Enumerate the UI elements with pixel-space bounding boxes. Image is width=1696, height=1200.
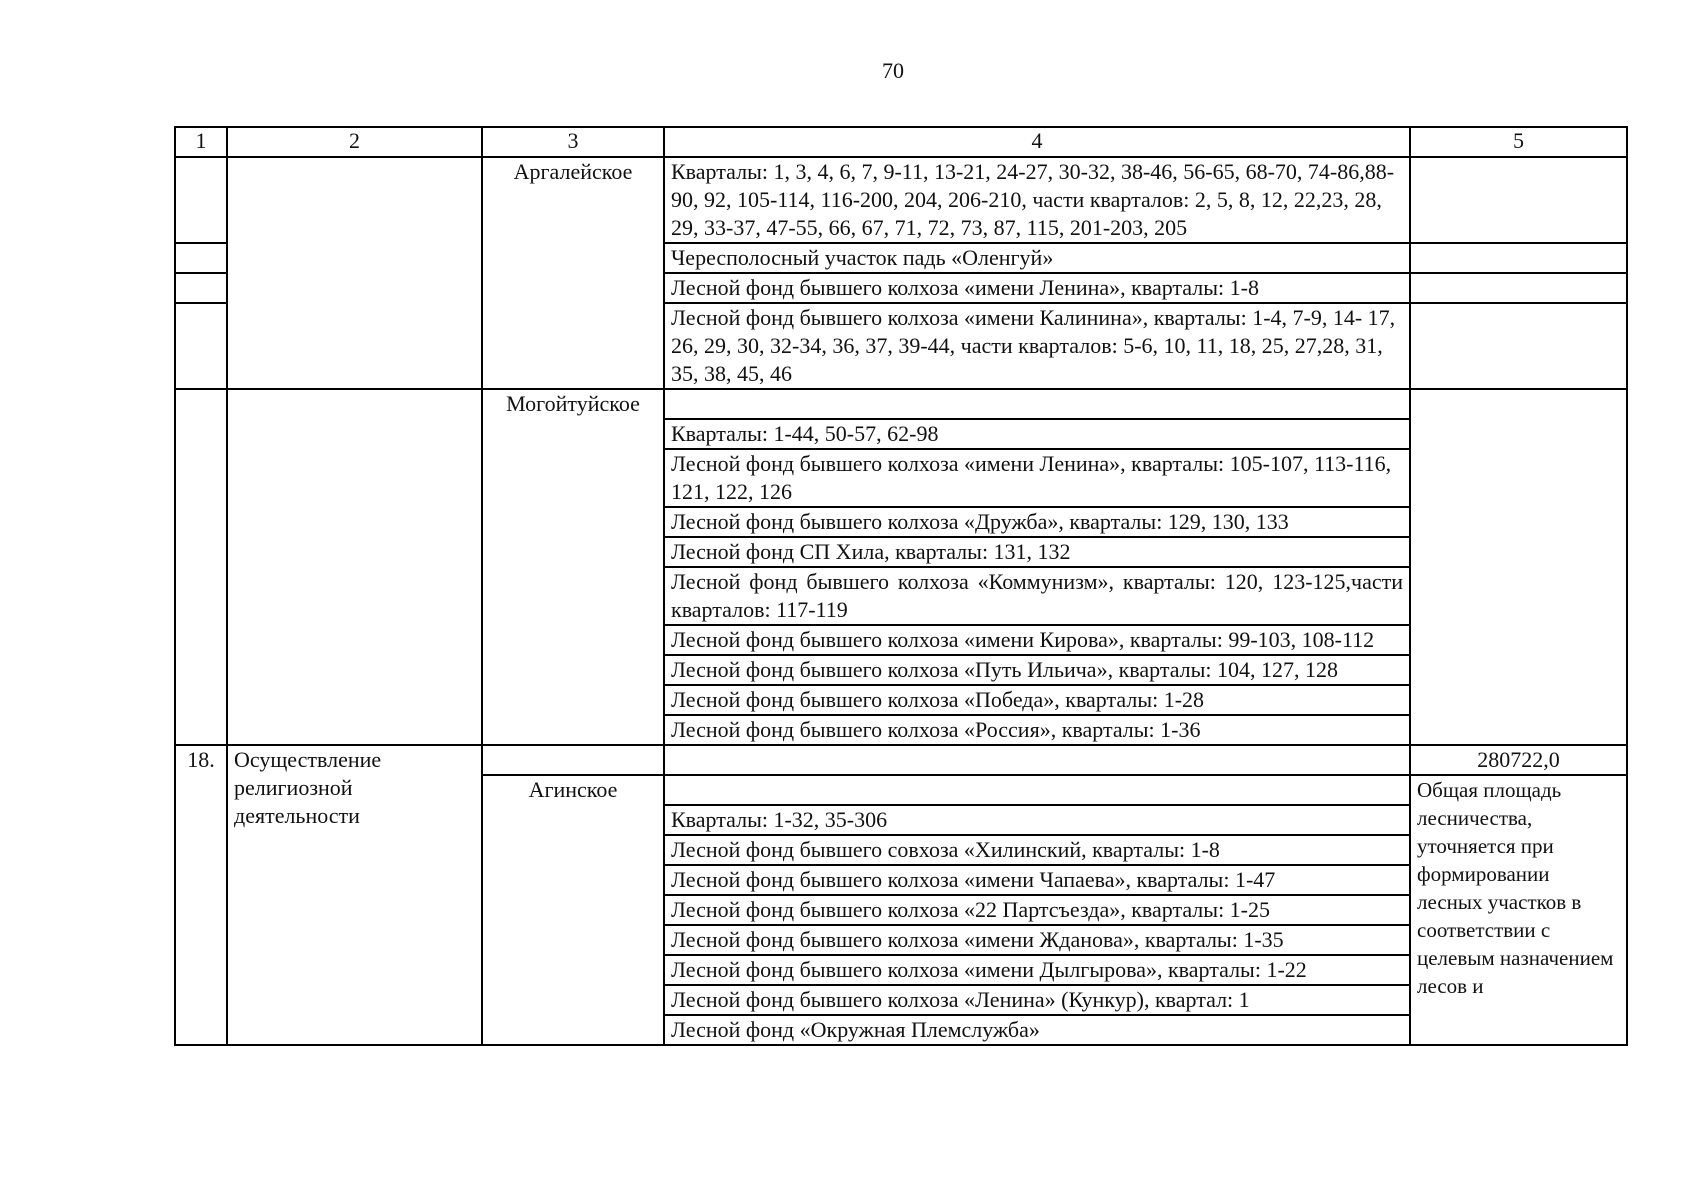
header-col-4: 4: [664, 127, 1410, 157]
quarters-cell: [664, 775, 1410, 805]
col5-cell: [1410, 157, 1627, 243]
col1-cell: [175, 157, 227, 243]
forestry-table: [174, 126, 1628, 1046]
quarters-cell: [664, 389, 1410, 419]
quarters-cell: Лесной фонд бывшего колхоза «Путь Ильича», кварталы: 104, 127, 128: [664, 655, 1410, 685]
table-row: [175, 157, 1627, 243]
quarters-cell: Лесной фонд СП Хила, кварталы: 131, 132: [664, 537, 1410, 567]
quarters-cell: Лесной фонд бывшего колхоза «имени Дылгырова», кварталы: 1-22: [664, 955, 1410, 985]
page-number: 70: [882, 58, 904, 83]
col5-cell: [1410, 389, 1627, 745]
quarters-cell: Кварталы: 1-32, 35-306: [664, 805, 1410, 835]
quarters-cell: Лесной фонд бывшего колхоза «Россия», кварталы: 1-36: [664, 715, 1410, 745]
quarters-cell: [664, 745, 1410, 775]
forestry-name: Могойтуйское: [482, 389, 664, 745]
col1-cell: [175, 389, 227, 745]
col1-cell: [175, 303, 227, 389]
header-row: [175, 127, 1627, 157]
quarters-cell: Лесной фонд бывшего колхоза «Ленина» (Кункур), квартал: 1: [664, 985, 1410, 1015]
quarters-cell: Лесной фонд бывшего колхоза «имени Жданова», кварталы: 1-35: [664, 925, 1410, 955]
quarters-cell: Кварталы: 1, 3, 4, 6, 7, 9-11, 13-21, 24-27, 30-32, 38-46, 56-65, 68-70, 74-86,88-90, 92, 105-114, 116-200, 204, 206-210, части кварталов: 2, 5, 8, 12, 22,23, 28, 29, 33-37, 47-55, 66, 67, 71, 72, 73, 87, 115, 201-203, 205: [664, 157, 1410, 243]
quarters-cell: Чересполосный участок падь «Оленгуй»: [664, 243, 1410, 273]
header-col-5: 5: [1410, 127, 1627, 157]
row-number: 18.: [175, 745, 227, 1045]
header-col-2: 2: [227, 127, 482, 157]
col5-cell: [1410, 243, 1627, 273]
area-note: Общая площадь лесничества, уточняется при формировании лесных участков в соответствии с целевым назначением лесов и: [1410, 775, 1627, 1045]
col5-cell: [1410, 273, 1627, 303]
table-row: [175, 389, 1627, 419]
quarters-cell: Лесной фонд бывшего колхоза «Победа», кварталы: 1-28: [664, 685, 1410, 715]
col1-cell: [175, 243, 227, 273]
col3-cell: [482, 745, 664, 775]
forestry-name: Агинское: [482, 775, 664, 1045]
col5-cell: [1410, 303, 1627, 389]
header-col-3: 3: [482, 127, 664, 157]
activity-name: Осуществление религиозной деятельности: [227, 745, 482, 1045]
quarters-cell: Лесной фонд бывшего колхоза «имени Чапаева», кварталы: 1-47: [664, 865, 1410, 895]
total-area: 280722,0: [1410, 745, 1627, 775]
col2-cell: [227, 157, 482, 389]
forestry-name: Аргалейское: [482, 157, 664, 389]
quarters-cell: Лесной фонд «Окружная Племслужба»: [664, 1015, 1410, 1045]
quarters-cell: Лесной фонд бывшего колхоза «Коммунизм», кварталы: 120, 123-125,части кварталов: 117-119: [664, 567, 1410, 625]
col1-cell: [175, 273, 227, 303]
quarters-cell: Лесной фонд бывшего колхоза «Дружба», кварталы: 129, 130, 133: [664, 507, 1410, 537]
table-row: [175, 745, 1627, 775]
header-col-1: 1: [175, 127, 227, 157]
quarters-cell: Лесной фонд бывшего колхоза «имени Калинина», кварталы: 1-4, 7-9, 14- 17, 26, 29, 30, 32-34, 36, 37, 39-44, части кварталов: 5-6, 10, 11, 18, 25, 27,28, 31, 35, 38, 45, 46: [664, 303, 1410, 389]
col2-cell: [227, 389, 482, 745]
quarters-cell: Лесной фонд бывшего совхоза «Хилинский, кварталы: 1-8: [664, 835, 1410, 865]
quarters-cell: Лесной фонд бывшего колхоза «имени Ленина», кварталы: 105-107, 113-116, 121, 122, 126: [664, 449, 1410, 507]
quarters-cell: Лесной фонд бывшего колхоза «имени Кирова», кварталы: 99-103, 108-112: [664, 625, 1410, 655]
quarters-cell: Кварталы: 1-44, 50-57, 62-98: [664, 419, 1410, 449]
quarters-cell: Лесной фонд бывшего колхоза «22 Партсъезда», кварталы: 1-25: [664, 895, 1410, 925]
quarters-cell: Лесной фонд бывшего колхоза «имени Ленина», кварталы: 1-8: [664, 273, 1410, 303]
